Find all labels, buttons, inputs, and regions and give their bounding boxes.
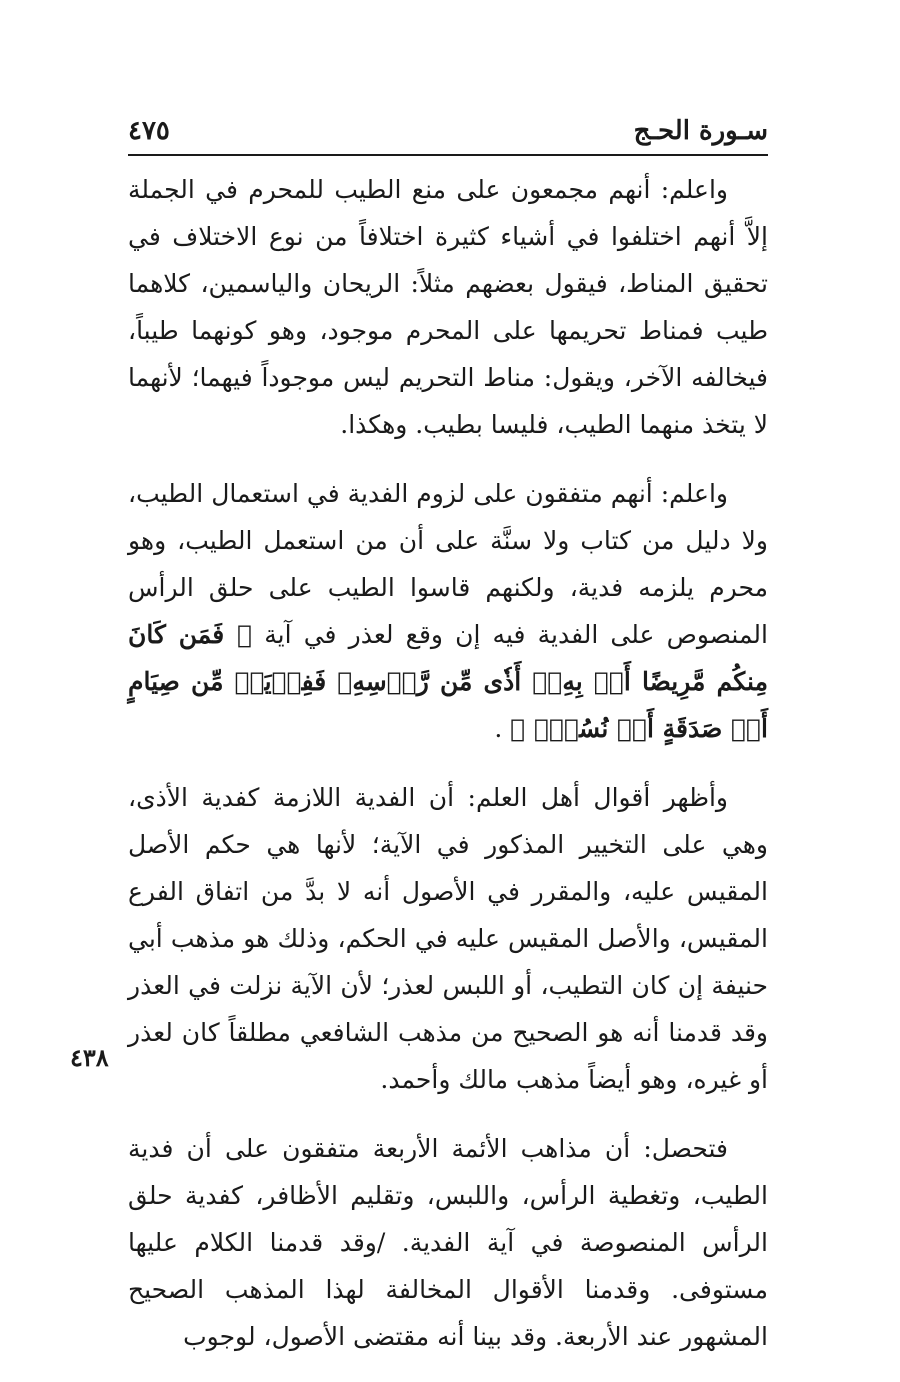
quran-verse: ﴿ فَمَن كَانَ مِنكُم مَّرِيضًا أَوۡ بِهِۦٓ أَذٗى مِّن رَّأۡسِهِۦ فَفِدۡيَةٞ مِّن صِيَامٍ أَوۡ صَدَقَةٍ أَوۡ نُسُكٖۚ ﴾ — [128, 620, 768, 743]
paragraph-2 — [128, 470, 768, 752]
paragraph-3: وأظهر أقوال أهل العلم: أن الفدية اللازمة كفدية الأذى، وهي على التخيير المذكور في الآية؛ لأنها هي حكم الأصل المقيس عليه، والمقرر في الأصول أنه لا بدَّ من اتفاق الفرع المقيس، والأصل المقيس عليه في الحكم، وذلك هو مذهب أبي حنيفة إن كان التطيب، أو اللبس لعذر؛ لأن الآية نزلت في العذر وقد قدمنا أنه هو الصحيح من مذهب الشافعي مطلقاً كان لعذر أو غيره، وهو أيضاً مذهب مالك وأحمد. — [128, 783, 768, 1094]
margin-page-reference: ٤٣٨ — [70, 1043, 109, 1072]
page-header — [128, 110, 768, 156]
paragraph-2-text: واعلم: أنهم متفقون على لزوم الفدية في استعمال الطيب، ولا دليل من كتاب ولا سنَّة على أن من استعمل الطيب، وهو محرم يلزمه فدية، ولكنهم قاسوا الطيب على حلق الرأس المنصوص على الفدية فيه إن وقع لعذر في آية — [128, 479, 768, 649]
paragraph-4: فتحصل: أن مذاهب الأئمة الأربعة متفقون على أن فدية الطيب، وتغطية الرأس، واللبس، وتقليم الأظافر، كفدية حلق الرأس المنصوصة في آية الفدية. /وقد قدمنا الكلام عليها مستوفى. وقدمنا الأقوال المخالفة لهذا المذهب الصحيح المشهور عند الأربعة. وقد بينا أنه مقتضى الأصول، لوجوب — [128, 1134, 768, 1351]
running-title: سـورة الحـج — [633, 116, 768, 146]
paragraph-2-end: . — [494, 714, 503, 743]
page-body — [128, 166, 768, 1382]
page-number: ٤٧٥ — [128, 116, 170, 146]
paragraph-1: واعلم: أنهم مجمعون على منع الطيب للمحرم في الجملة إلاَّ أنهم اختلفوا في أشياء كثيرة اختلافاً من نوع الاختلاف في تحقيق المناط، فيقول بعضهم مثلاً: الريحان والياسمين، كلاهما طيب فمناط تحريمها على المحرم موجود، وهو كونهما طيباً، فيخالفه الآخر، ويقول: مناط التحريم ليس موجوداً فيهما؛ لأنهما لا يتخذ منهما الطيب، فليسا بطيب. وهكذا. — [128, 175, 768, 439]
